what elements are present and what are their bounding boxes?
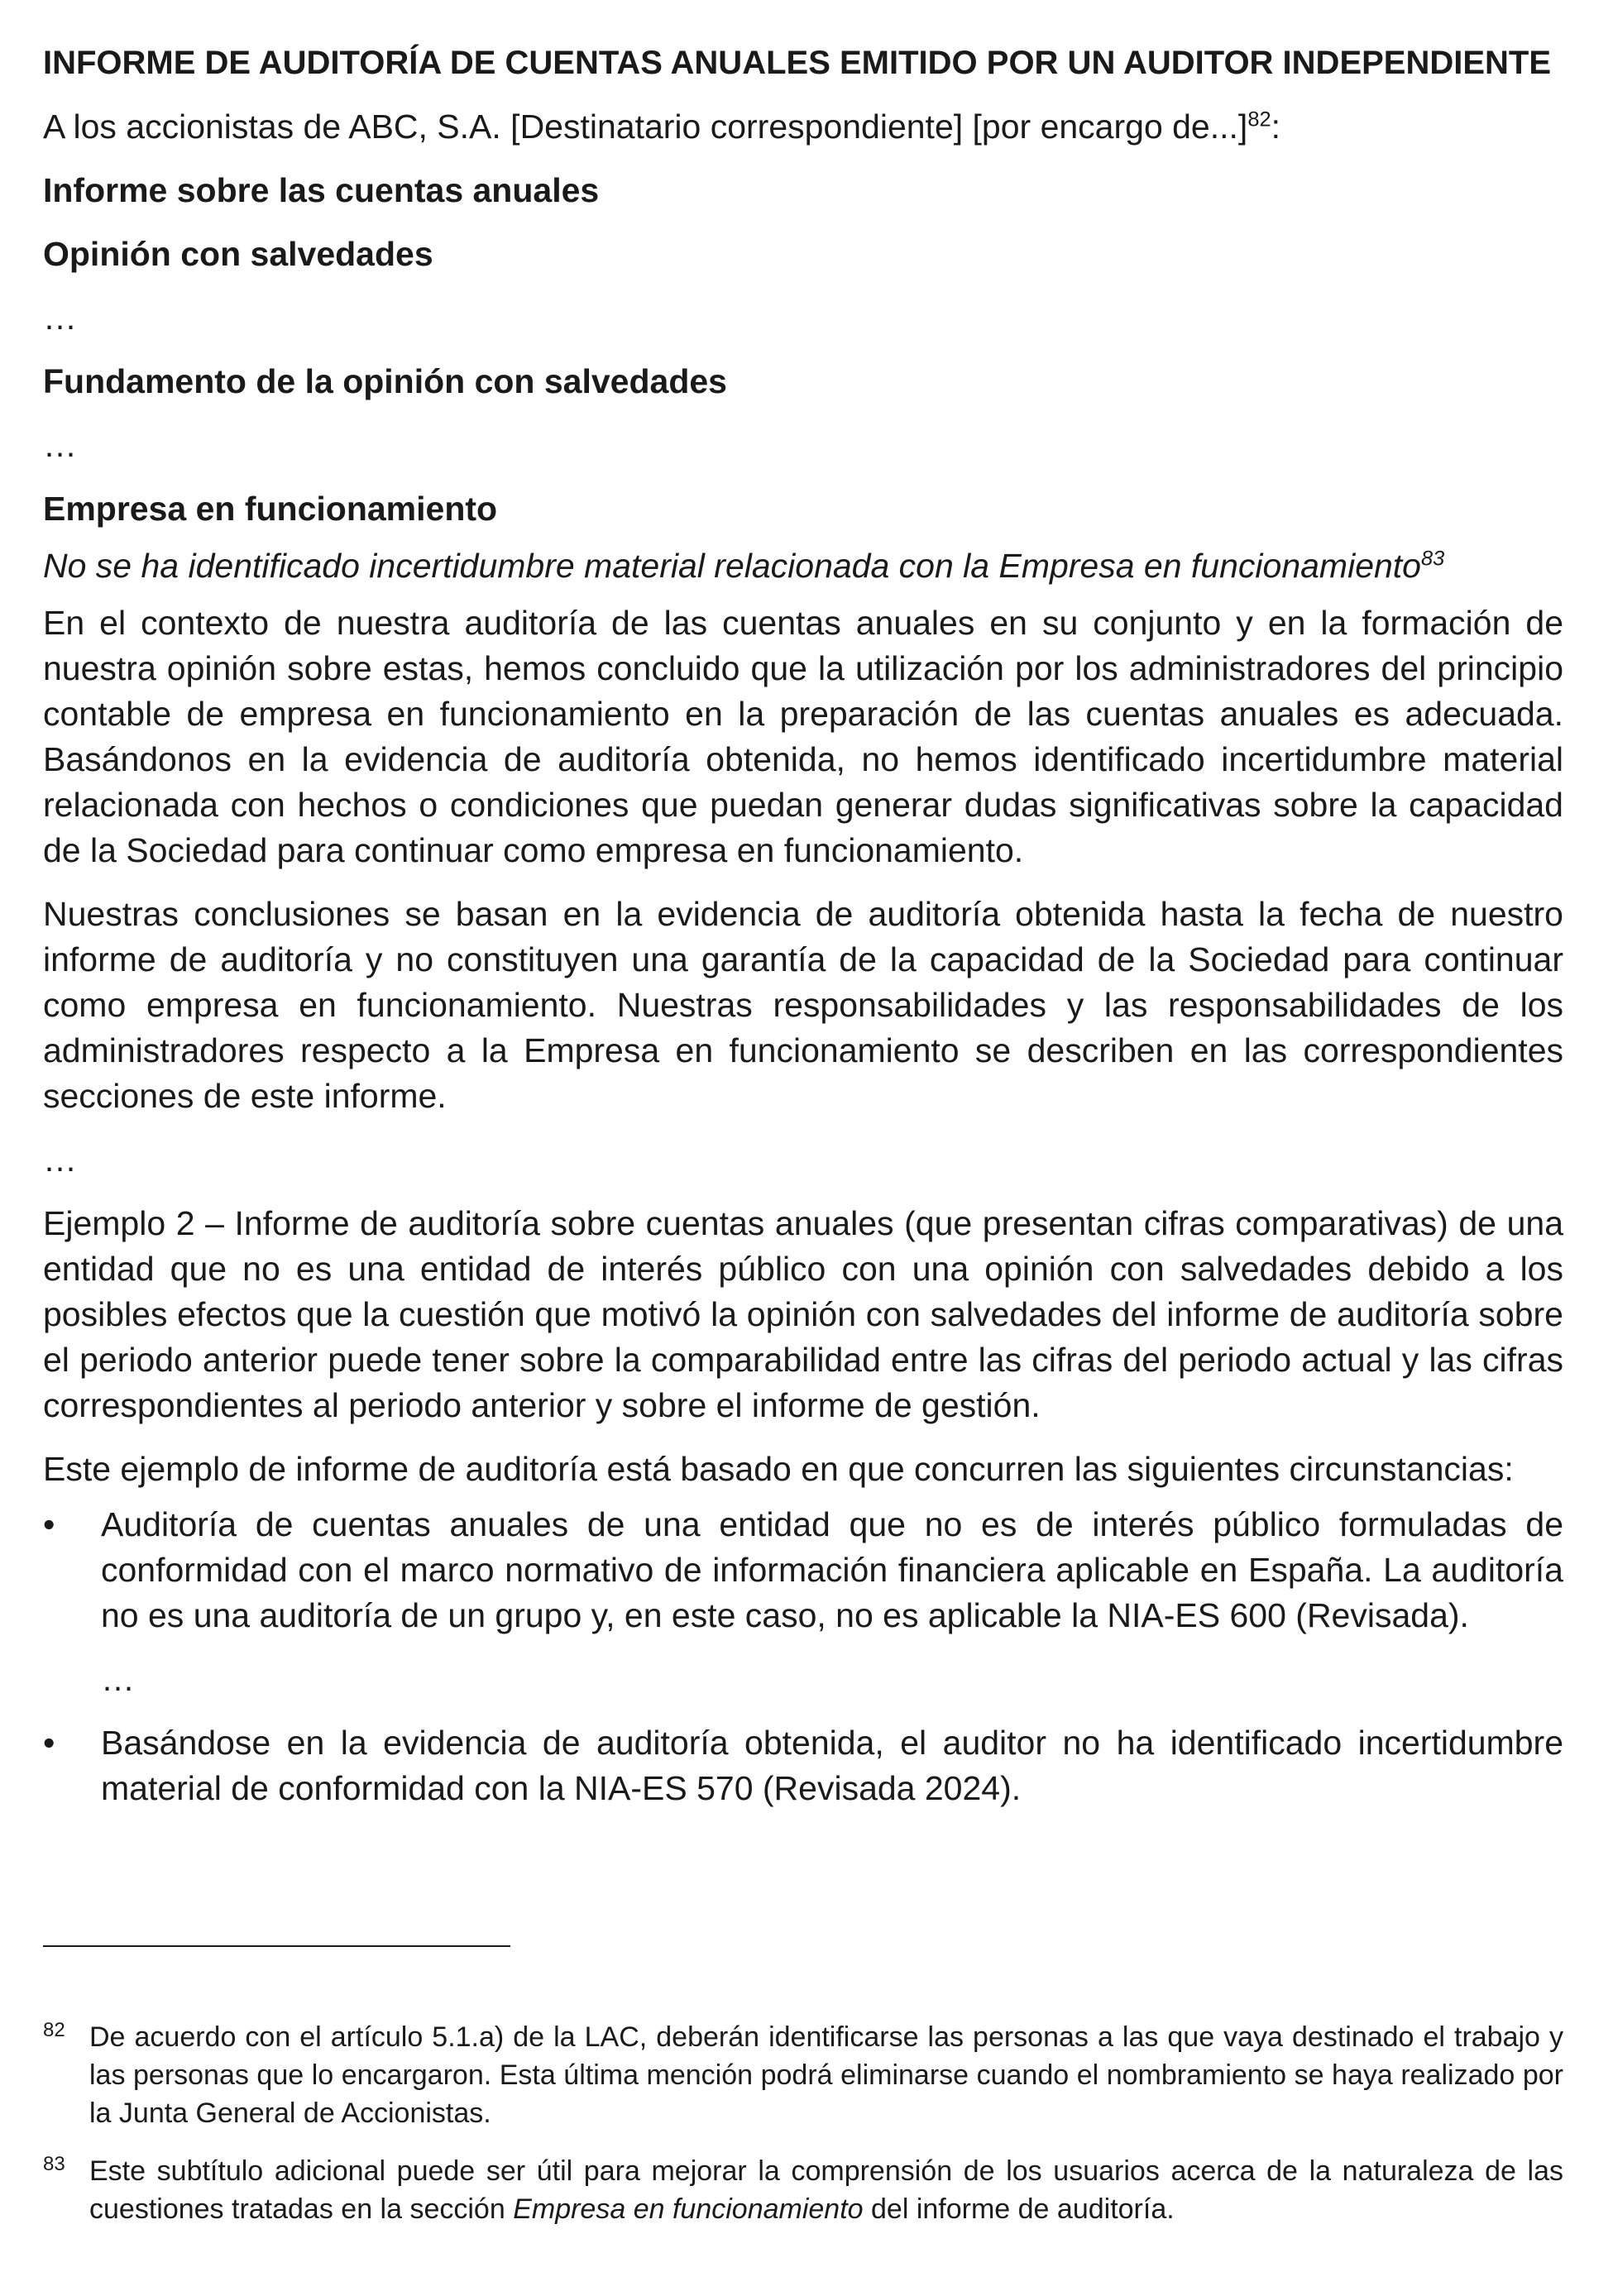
going-concern-paragraph-1: En el contexto de nuestra auditoría de las cuentas anuales en su conjunto y en la formación de nuestra opinión sobre estas, hemos concluido que la utilización por los administradores del principio contable de empresa en funcionamiento en la preparación de las cuentas anuales es adecuada. Basándonos en la evidencia de auditoría obtenida, no hemos identificado incertidumbre material relacionada con hechos o condiciones que puedan generar dudas significativas sobre la capacidad de la Sociedad para continuar como empresa en funcionamiento. — [43, 604, 1563, 869]
circumstances-list — [43, 1502, 1563, 1638]
footnotes — [43, 2018, 1563, 2248]
document-body — [43, 40, 1563, 1811]
footnote-82 — [43, 2018, 1563, 2132]
footnote-83 — [43, 2152, 1563, 2228]
circumstances-list-continued — [43, 1720, 1563, 1811]
footnote-number: 82 — [43, 2019, 65, 2041]
footnote-text: De acuerdo con el artículo 5.1.a) de la LAC, deberán identificarse las personas a las que vaya destinado el trabajo y las personas que lo encargaron. Esta última mención podrá eliminarse cuando el nombramiento se haya realizado por la Junta General de Accionistas. — [89, 2021, 1563, 2129]
ellipsis: … — [43, 1141, 77, 1179]
list-item-text: Auditoría de cuentas anuales de una entidad que no es de interés público formuladas de conformidad con el marco normativo de información financiera aplicable en España. La auditoría no es una auditoría de un grupo y, en este caso, no es aplicable la NIA-ES 600 (Revisada). — [101, 1505, 1563, 1634]
footnote-ref-82: 82 — [1247, 108, 1271, 132]
addressee-line — [43, 104, 1563, 150]
basis-heading: Fundamento de la opinión con salvedades — [43, 362, 727, 400]
footnote-text-end: del informe de auditoría. — [863, 2193, 1175, 2225]
bullet-icon: • — [43, 1505, 55, 1543]
circumstances-intro: Este ejemplo de informe de auditoría está basado en que concurren las siguientes circunstancias: — [43, 1450, 1514, 1488]
opinion-heading: Opinión con salvedades — [43, 235, 433, 273]
footnote-separator — [43, 1945, 510, 1947]
going-concern-heading: Empresa en funcionamiento — [43, 490, 498, 528]
footnote-ref-83: 83 — [1421, 547, 1445, 571]
going-concern-subtitle — [43, 543, 1563, 589]
report-title: INFORME DE AUDITORÍA DE CUENTAS ANUALES EMITIDO POR UN AUDITOR INDEPENDIENTE — [43, 45, 1552, 81]
example-2-heading: Ejemplo 2 – Informe de auditoría sobre cuentas anuales (que presentan cifras comparativas) de una entidad que no es una entidad de interés público con una opinión con salvedades debido a los posibles efectos que la cuestión que motivó la opinión con salvedades del informe de auditoría sobre el periodo anterior puede tener sobre la comparabilidad entre las cifras del periodo actual y las cifras correspondientes al periodo anterior y sobre el informe de gestión. — [43, 1204, 1563, 1424]
footnote-text: Este subtítulo adicional puede ser útil para mejorar la comprensión de los usuarios acerca de la naturaleza de las cuestiones tratadas en la sección — [89, 2155, 1563, 2225]
addressee-colon: : — [1271, 108, 1280, 146]
going-concern-subtitle-text: No se ha identificado incertidumbre material relacionada con la Empresa en funcionamiento — [43, 547, 1421, 585]
addressee-text: A los accionistas de ABC, S.A. [Destinatario correspondiente] [por encargo de...] — [43, 108, 1248, 146]
ellipsis: … — [43, 299, 77, 337]
list-item-text: Basándose en la evidencia de auditoría obtenida, el auditor no ha identificado incertidumbre material de conformidad con la NIA-ES 570 (Revisada 2024). — [101, 1724, 1563, 1807]
list-item — [43, 1720, 1563, 1811]
list-item — [43, 1502, 1563, 1638]
ellipsis: … — [101, 1660, 135, 1698]
footnote-italic-text: Empresa en funcionamiento — [513, 2193, 864, 2225]
bullet-icon: • — [43, 1724, 55, 1762]
section-heading-annual-accounts: Informe sobre las cuentas anuales — [43, 171, 600, 209]
going-concern-paragraph-2: Nuestras conclusiones se basan en la evidencia de auditoría obtenida hasta la fecha de nuestro informe de auditoría y no constituyen una garantía de la capacidad de la Sociedad para continuar como empresa en funcionamiento. Nuestras responsabilidades y las responsabilidades de los administradores respecto a la Empresa en funcionamiento se describen en las correspondientes secciones de este informe. — [43, 895, 1563, 1115]
footnote-number: 83 — [43, 2153, 65, 2175]
ellipsis: … — [43, 426, 77, 464]
